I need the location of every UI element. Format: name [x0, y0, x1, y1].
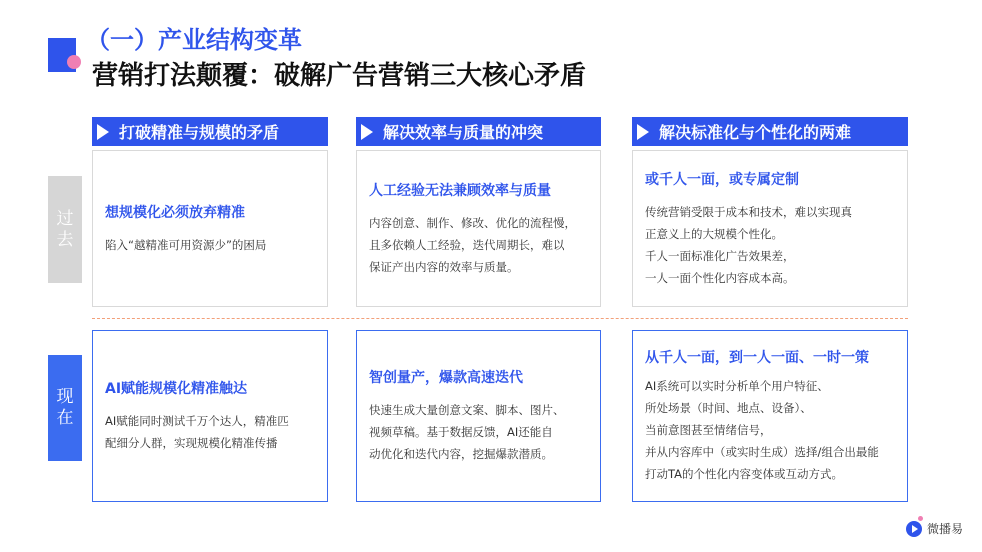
column-header-label: 打破精准与规模的矛盾 — [119, 123, 280, 142]
card-text-line: 一人一面个性化内容成本高。 — [645, 270, 795, 285]
card-text-line: 当前意图甚至情绪信号， — [645, 423, 772, 437]
card-text-line: 且多依赖人工经验，迭代周期长，难以 — [369, 237, 565, 252]
card-text-line: 传统营销受限于成本和技术，难以实现真 — [645, 204, 852, 219]
card-text-line: AI赋能同时测试千万个达人，精准匹 — [105, 414, 289, 428]
card-now-personalization — [632, 330, 908, 502]
play-arrow-icon — [361, 124, 373, 140]
card-text-line: 内容创意、制作、修改、优化的流程慢， — [369, 215, 576, 230]
card-text-line: 快速生成大量创意文案、脚本、图片、 — [369, 403, 565, 417]
section-title: （一）产业结构变革 — [86, 26, 302, 54]
card-title: 智创量产，爆款高速迭代 — [369, 370, 523, 386]
card-text-line: AI系统可以实时分析单个用户特征、 — [645, 379, 829, 393]
column-header-precision-scale — [92, 117, 328, 146]
column-header-label: 解决标准化与个性化的两难 — [659, 123, 852, 142]
row-label-past — [48, 176, 82, 283]
card-text-line: 保证产出内容的效率与质量。 — [369, 259, 519, 274]
row-label-char: 在 — [56, 408, 74, 428]
card-now-efficiency — [356, 330, 601, 502]
card-text-line: 千人一面标准化广告效果差， — [645, 248, 795, 263]
play-arrow-icon — [637, 124, 649, 140]
card-text-line: 动优化和迭代内容，挖掘爆款潜质。 — [369, 447, 553, 461]
card-text-line: 陷入“越精准可用资源少”的困局 — [105, 237, 267, 252]
brand-logo — [906, 520, 963, 537]
card-title: AI赋能规模化精准触达 — [105, 381, 248, 397]
page-title: 营销打法颠覆：破解广告营销三大核心矛盾 — [92, 61, 587, 91]
play-arrow-icon — [97, 124, 109, 140]
title-decor-dot — [67, 55, 81, 69]
card-title: 人工经验无法兼顾效率与质量 — [369, 182, 551, 199]
card-text-line: 所处场景（时间、地点、设备）、 — [645, 401, 812, 415]
card-now-precision — [92, 330, 328, 502]
card-text-line: 正意义上的大规模个性化。 — [645, 226, 783, 241]
row-divider — [92, 318, 908, 319]
column-header-label: 解决效率与质量的冲突 — [383, 123, 544, 142]
row-label-char: 过 — [56, 208, 74, 229]
card-past-personalization — [632, 150, 908, 307]
card-text-line: 打动TA的个性化内容变体或互动方式。 — [645, 467, 843, 481]
column-header-standard-personal — [632, 117, 908, 146]
row-label-char: 现 — [56, 387, 74, 407]
card-text-line: 配细分人群，实现规模化精准传播 — [105, 436, 278, 450]
row-label-char: 去 — [56, 229, 74, 250]
card-title: 想规模化必须放弃精准 — [105, 204, 245, 221]
card-past-efficiency — [356, 150, 601, 307]
card-title: 从千人一面，到一人一面、一时一策 — [645, 350, 869, 366]
column-header-efficiency-quality — [356, 117, 601, 146]
card-text-line: 视频草稿。基于数据反馈，AI还能自 — [369, 425, 553, 439]
play-circle-icon — [906, 521, 922, 537]
brand-name: 微播易 — [927, 522, 964, 536]
row-label-now — [48, 355, 82, 461]
card-past-precision — [92, 150, 328, 307]
card-title: 或千人一面，或专属定制 — [645, 171, 799, 188]
card-text-line: 并从内容库中（或实时生成）选择/组合出最能 — [645, 445, 879, 459]
